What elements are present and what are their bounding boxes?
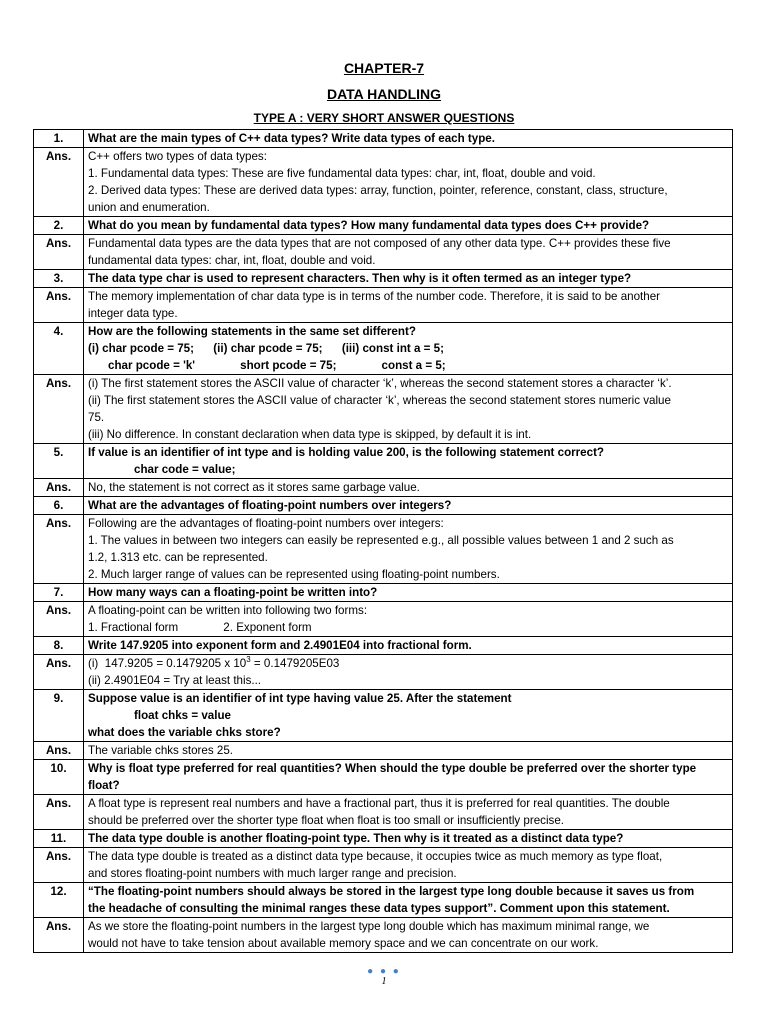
answer-text xyxy=(84,375,733,444)
answer-label: Ans. xyxy=(34,515,84,584)
question-row xyxy=(34,323,733,375)
question-number: 8. xyxy=(34,637,84,655)
text-line: How many ways can a floating-point be written into? xyxy=(88,586,378,599)
text-line: (ii) 2.4901E04 = Try at least this... xyxy=(88,674,262,687)
answer-row xyxy=(34,795,733,830)
question-number: 5. xyxy=(34,444,84,479)
question-text xyxy=(84,637,733,655)
question-number: 2. xyxy=(34,217,84,235)
answer-label: Ans. xyxy=(34,375,84,444)
text-line: fundamental data types: char, int, float, double and void. xyxy=(88,254,376,267)
text-line: 1. Fundamental data types: These are five fundamental data types: char, int, float, double and void. xyxy=(88,167,596,180)
exponent: 3 xyxy=(246,655,251,665)
answer-label: Ans. xyxy=(34,148,84,217)
text-line: C++ offers two types of data types: xyxy=(88,150,267,163)
answer-row xyxy=(34,148,733,217)
question-row xyxy=(34,830,733,848)
question-text xyxy=(84,270,733,288)
answer-label: Ans. xyxy=(34,288,84,323)
answer-row xyxy=(34,479,733,497)
question-number: 4. xyxy=(34,323,84,375)
text-line: 1. The values in between two integers can easily be represented e.g., all possible values between 1 and 2 such as xyxy=(88,534,674,547)
text-line: Following are the advantages of floating-point numbers over integers: xyxy=(88,517,444,530)
text-line: integer data type. xyxy=(88,307,178,320)
answer-text xyxy=(84,848,733,883)
text-line: (ii) The first statement stores the ASCII value of character ‘k’, whereas the second statement stores numeric value xyxy=(88,394,671,407)
question-number: 12. xyxy=(34,883,84,918)
question-number: 6. xyxy=(34,497,84,515)
answer-row xyxy=(34,602,733,637)
answer-label: Ans. xyxy=(34,602,84,637)
question-number: 1. xyxy=(34,130,84,148)
text-line: What are the advantages of floating-point numbers over integers? xyxy=(88,499,452,512)
text-line: 2. Derived data types: These are derived data types: array, function, pointer, reference, constant, class, structure, xyxy=(88,184,668,197)
answer-text xyxy=(84,479,733,497)
qa-table xyxy=(33,129,733,953)
text-line: The data type double is treated as a distinct data type because, it occupies twice as much memory as type float, xyxy=(88,850,663,863)
text-line: If value is an identifier of int type and is holding value 200, is the following statement correct? xyxy=(88,446,605,459)
text-line: (i) char pcode = 75; (ii) char pcode = 75; (iii) const int a = 5; xyxy=(88,342,444,355)
text-line: (i) 147.9205 = 0.1479205 x $10^3 = 0.1479205E03$ xyxy=(88,655,340,670)
question-number: 3. xyxy=(34,270,84,288)
question-text xyxy=(84,760,733,795)
text-line: should be preferred over the shorter type float when float is too small or insufficiently precise. xyxy=(88,814,565,827)
answer-label: Ans. xyxy=(34,655,84,690)
answer-label: Ans. xyxy=(34,918,84,953)
question-text xyxy=(84,830,733,848)
answer-text xyxy=(84,235,733,270)
text-line: 2. Much larger range of values can be represented using floating-point numbers. xyxy=(88,568,500,581)
text-line: The variable chks stores 25. xyxy=(88,744,233,757)
text-line: float? xyxy=(88,779,120,792)
page-title: DATA HANDLING xyxy=(326,86,442,102)
answer-text xyxy=(84,602,733,637)
answer-text xyxy=(84,918,733,953)
text-line: A floating-point can be written into following two forms: xyxy=(88,604,368,617)
question-row xyxy=(34,760,733,795)
answer-label: Ans. xyxy=(34,479,84,497)
answer-row xyxy=(34,288,733,323)
question-row xyxy=(34,584,733,602)
text-line: What do you mean by fundamental data types? How many fundamental data types does C++ provide? xyxy=(88,219,650,232)
answer-text xyxy=(84,148,733,217)
exponent-tail: = 0.1479205E03 xyxy=(250,657,340,670)
answer-label: Ans. xyxy=(34,795,84,830)
text-line: As we store the floating-point numbers in the largest type long double which has maximum minimal range, we xyxy=(88,920,650,933)
question-row xyxy=(34,637,733,655)
question-row xyxy=(34,497,733,515)
chapter-heading: CHAPTER-7 xyxy=(343,60,425,76)
text-line: (i) The first statement stores the ASCII value of character ‘k’, whereas the second statement stores a character ‘k’. xyxy=(88,377,672,390)
answer-text xyxy=(84,795,733,830)
section-subtitle: TYPE A : VERY SHORT ANSWER QUESTIONS xyxy=(253,111,515,125)
text-line: char code = value; xyxy=(134,463,236,476)
answer-text xyxy=(84,742,733,760)
text-line: Why is float type preferred for real quantities? When should the type double be preferred over the shorter type xyxy=(88,762,697,775)
answer-row xyxy=(34,742,733,760)
text-line: and stores floating-point numbers with much larger range and precision. xyxy=(88,867,457,880)
answer-row xyxy=(34,235,733,270)
text-line: How are the following statements in the same set different? xyxy=(88,325,416,338)
question-text xyxy=(84,323,733,375)
answer-row xyxy=(34,375,733,444)
question-row xyxy=(34,270,733,288)
answer-text xyxy=(84,288,733,323)
text-line: The data type double is another floating-point type. Then why is it treated as a distinct data type? xyxy=(88,832,624,845)
text-line: (iii) No difference. In constant declaration when data type is skipped, by default it is int. xyxy=(88,428,532,441)
question-number: 10. xyxy=(34,760,84,795)
question-row xyxy=(34,130,733,148)
text-line: The memory implementation of char data type is in terms of the number code. Therefore, it is said to be another xyxy=(88,290,661,303)
text-line: Fundamental data types are the data types that are not composed of any other data type. C++ provides these five xyxy=(88,237,671,250)
question-number: 11. xyxy=(34,830,84,848)
text-line: 75. xyxy=(88,411,105,424)
question-text xyxy=(84,130,733,148)
question-row xyxy=(34,444,733,479)
text-line: 1. Fractional form 2. Exponent form xyxy=(88,621,312,634)
text-line: union and enumeration. xyxy=(88,201,210,214)
text-line: What are the main types of C++ data types? Write data types of each type. xyxy=(88,132,495,145)
text-line: The data type char is used to represent characters. Then why is it often termed as an integer type? xyxy=(88,272,632,285)
text-line: would not have to take tension about available memory space and we can concentrate on our work. xyxy=(88,937,599,950)
text-line: what does the variable chks store? xyxy=(88,726,281,739)
question-row xyxy=(34,217,733,235)
question-text xyxy=(84,584,733,602)
answer-text xyxy=(84,515,733,584)
question-number: 9. xyxy=(34,690,84,742)
text-line: 1.2, 1.313 etc. can be represented. xyxy=(88,551,268,564)
text-line: char pcode = 'k' short pcode = 75; const a = 5; xyxy=(108,359,446,372)
page-number: 1 xyxy=(381,976,387,987)
question-row xyxy=(34,690,733,742)
answer-label: Ans. xyxy=(34,848,84,883)
text-line: Suppose value is an identifier of int type having value 25. After the statement xyxy=(88,692,512,705)
text-line: float chks = value xyxy=(134,709,231,722)
answer-row xyxy=(34,515,733,584)
text-line: “The floating-point numbers should always be stored in the largest type long double because it saves us from xyxy=(88,885,695,898)
question-text xyxy=(84,444,733,479)
footer-dots-icon: ● ● ● xyxy=(367,966,401,977)
answer-row xyxy=(34,655,733,690)
question-row xyxy=(34,883,733,918)
answer-row xyxy=(34,848,733,883)
answer-row xyxy=(34,918,733,953)
question-number: 7. xyxy=(34,584,84,602)
text-line: No, the statement is not correct as it stores same garbage value. xyxy=(88,481,420,494)
text-line: the headache of consulting the minimal ranges these data types support”. Comment upon this statement. xyxy=(88,902,670,915)
question-text xyxy=(84,217,733,235)
text-line: A float type is represent real numbers and have a fractional part, thus it is preferred for real quantities. The double xyxy=(88,797,670,810)
question-text xyxy=(84,690,733,742)
question-text xyxy=(84,883,733,918)
text-line: Write 147.9205 into exponent form and 2.4901E04 into fractional form. xyxy=(88,639,472,652)
answer-label: Ans. xyxy=(34,742,84,760)
answer-text xyxy=(84,655,733,690)
question-text xyxy=(84,497,733,515)
answer-label: Ans. xyxy=(34,235,84,270)
